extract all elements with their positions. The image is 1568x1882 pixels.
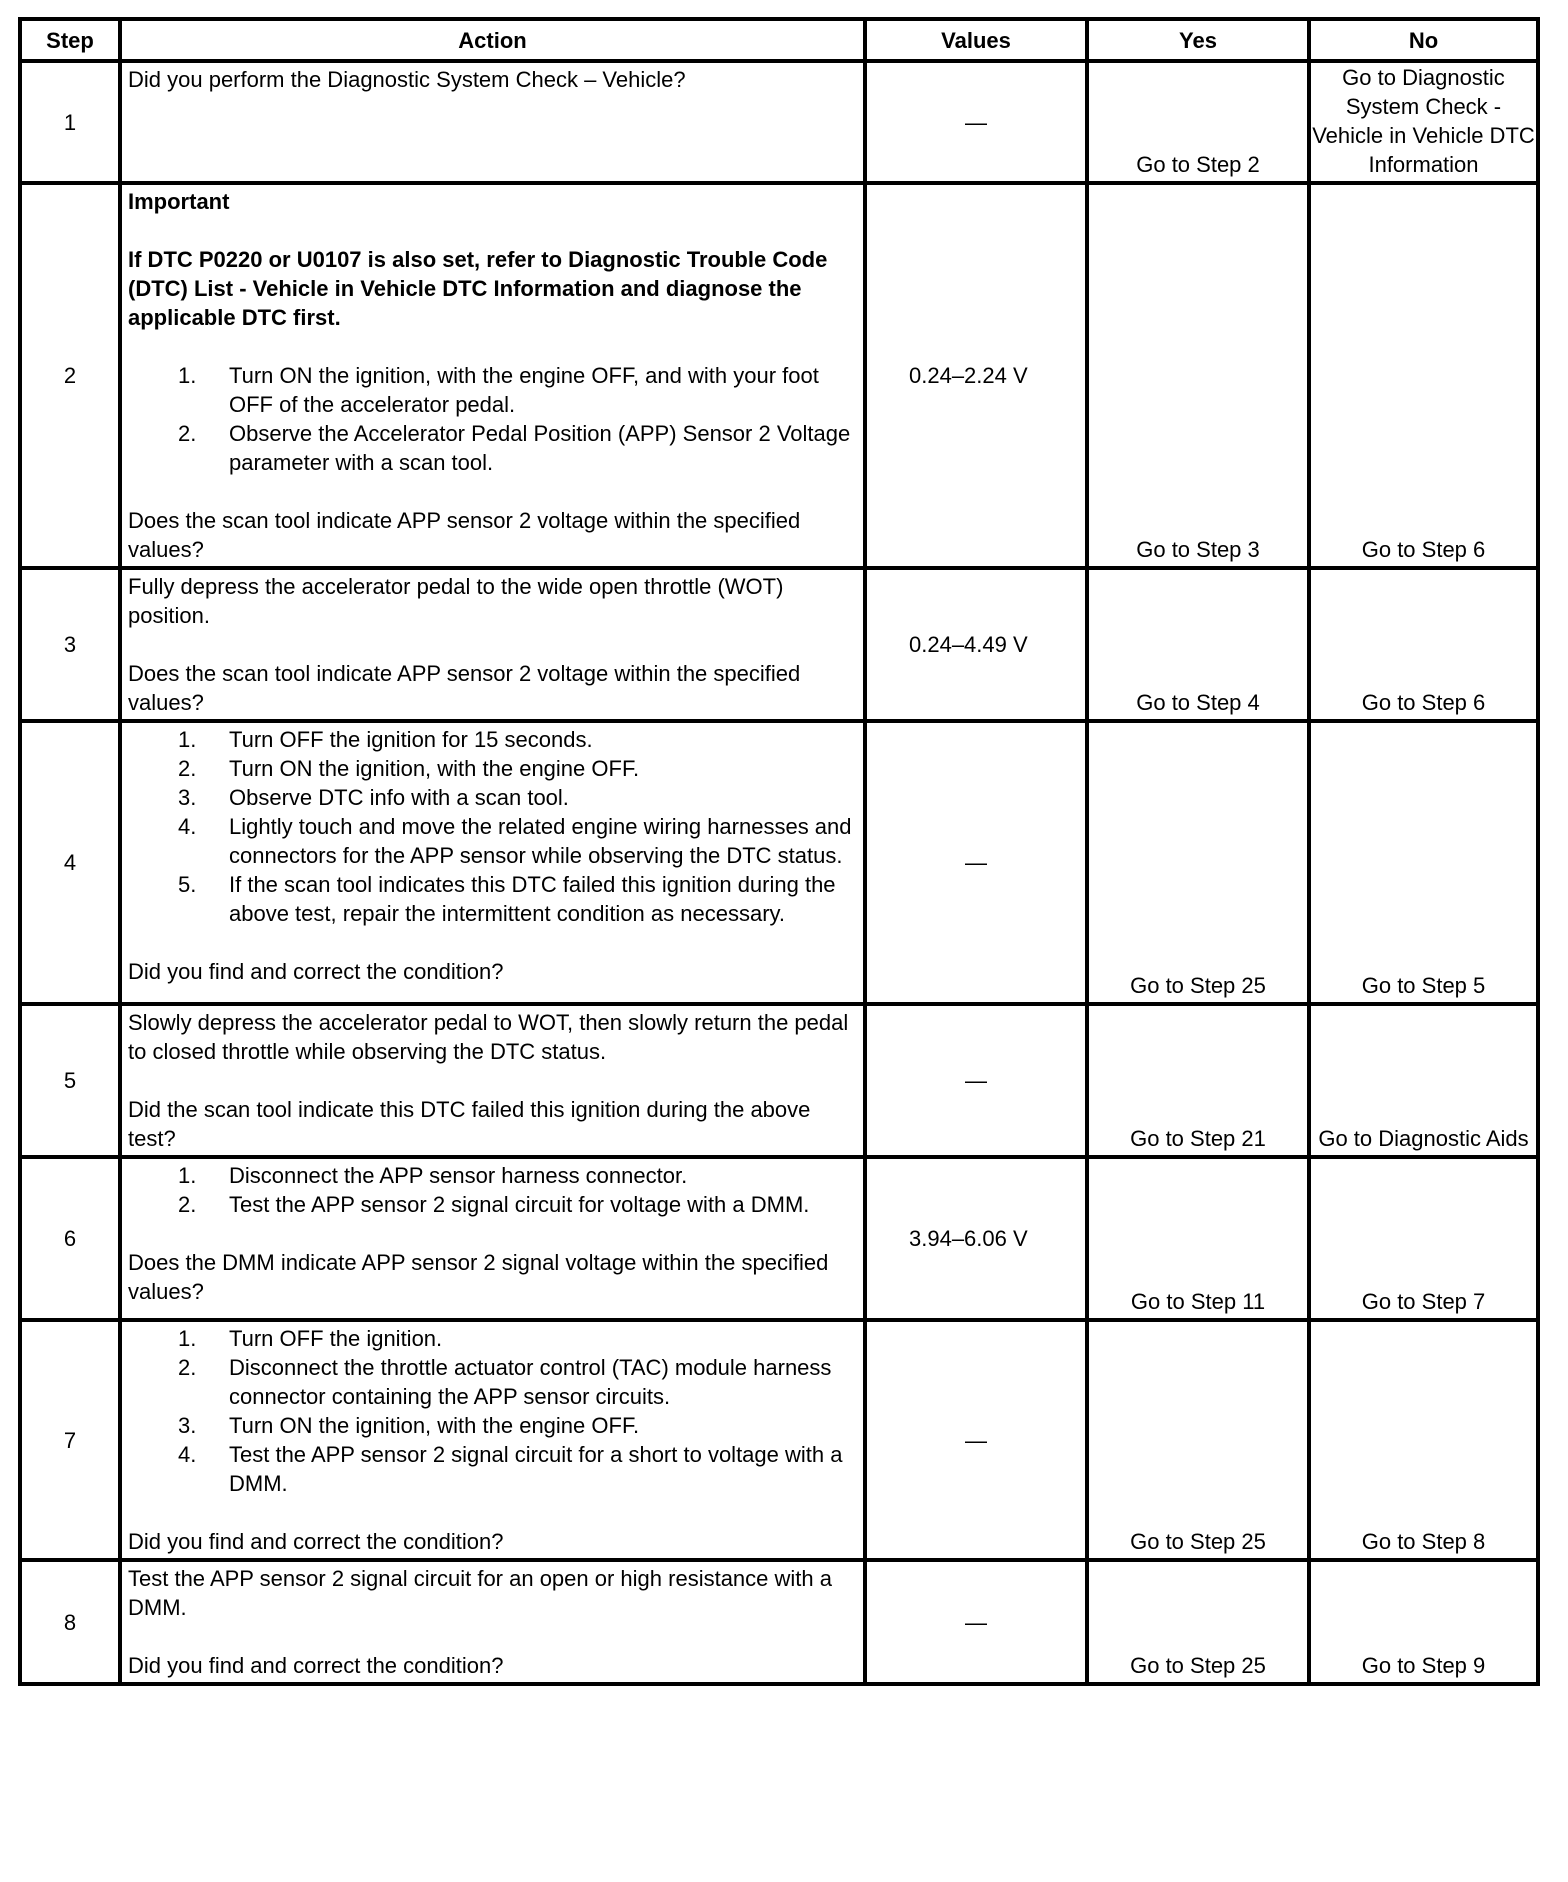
spacer — [128, 1498, 859, 1527]
procedure-item — [128, 870, 859, 928]
step-number: 1 — [20, 61, 120, 183]
no-cell: Go to Step 5 — [1309, 721, 1538, 1004]
spacer — [128, 1622, 859, 1651]
yes-cell: Go to Step 4 — [1087, 568, 1309, 721]
yes-cell: Go to Step 11 — [1087, 1157, 1309, 1320]
action-text: Did you perform the Diagnostic System Check – Vehicle? — [128, 67, 686, 92]
action-text: Fully depress the accelerator pedal to the wide open throttle (WOT) position. — [128, 574, 784, 628]
values-cell: — — [865, 1560, 1087, 1684]
procedure-number: 1. — [178, 1163, 197, 1188]
question-text: Does the scan tool indicate APP sensor 2 voltage within the specified values? — [128, 661, 801, 715]
header-no: No — [1309, 19, 1538, 61]
step-number: 4 — [20, 721, 120, 1004]
table-row — [20, 183, 1538, 568]
table-row — [20, 1157, 1538, 1320]
procedure-item — [128, 812, 859, 870]
yes-cell: Go to Step 25 — [1087, 1560, 1309, 1684]
spacer — [128, 477, 859, 506]
no-cell: Go to Diagnostic Aids — [1309, 1004, 1538, 1157]
diagnostic-table — [18, 17, 1540, 1686]
step-number: 3 — [20, 568, 120, 721]
procedure-item — [128, 1440, 859, 1498]
spacer — [128, 928, 859, 957]
important-note: If DTC P0220 or U0107 is also set, refer to Diagnostic Trouble Code (DTC) List - Vehicle in Vehicle DTC Information and diagnose the applicable DTC first. — [128, 247, 828, 330]
procedure-text: Observe the Accelerator Pedal Position (APP) Sensor 2 Voltage parameter with a scan tool. — [229, 421, 851, 475]
procedure-number: 2. — [178, 1192, 197, 1217]
yes-cell: Go to Step 25 — [1087, 721, 1309, 1004]
procedure-text: Turn OFF the ignition for 15 seconds. — [229, 727, 593, 752]
values-cell: 3.94–6.06 V — [865, 1157, 1087, 1320]
question-text: Does the scan tool indicate APP sensor 2 voltage within the specified values? — [128, 508, 801, 562]
action-cell — [120, 1320, 865, 1560]
header-row — [20, 19, 1538, 61]
spacer — [128, 630, 859, 659]
no-cell: Go to Step 7 — [1309, 1157, 1538, 1320]
step-number: 7 — [20, 1320, 120, 1560]
procedure-item — [128, 1324, 859, 1353]
procedure-item — [128, 419, 859, 477]
procedure-number: 2. — [178, 756, 197, 781]
yes-cell: Go to Step 2 — [1087, 61, 1309, 183]
important-heading: Important — [128, 189, 230, 214]
action-cell — [120, 1157, 865, 1320]
table-row — [20, 721, 1538, 1004]
procedure-number: 1. — [178, 727, 197, 752]
procedure-number: 3. — [178, 785, 197, 810]
question-text: Did you find and correct the condition? — [128, 959, 504, 984]
action-text: Slowly depress the accelerator pedal to WOT, then slowly return the pedal to closed throttle while observing the DTC status. — [128, 1010, 849, 1064]
spacer — [128, 1219, 859, 1248]
table-row — [20, 1004, 1538, 1157]
step-number: 8 — [20, 1560, 120, 1684]
question-text: Does the DMM indicate APP sensor 2 signal voltage within the specified values? — [128, 1250, 829, 1304]
procedure-text: Turn OFF the ignition. — [229, 1326, 443, 1351]
procedure-list — [128, 361, 859, 477]
action-cell — [120, 183, 865, 568]
procedure-text: Turn ON the ignition, with the engine OFF. — [229, 1413, 640, 1438]
yes-cell: Go to Step 21 — [1087, 1004, 1309, 1157]
action-cell — [120, 721, 865, 1004]
spacer — [128, 1066, 859, 1095]
procedure-text: Observe DTC info with a scan tool. — [229, 785, 569, 810]
header-yes: Yes — [1087, 19, 1309, 61]
procedure-item — [128, 783, 859, 812]
procedure-item — [128, 1161, 859, 1190]
procedure-number: 3. — [178, 1413, 197, 1438]
no-cell: Go to Step 8 — [1309, 1320, 1538, 1560]
procedure-number: 2. — [178, 1355, 197, 1380]
values-cell: — — [865, 721, 1087, 1004]
question-text: Did you find and correct the condition? — [128, 1653, 504, 1678]
table-row — [20, 1320, 1538, 1560]
header-values: Values — [865, 19, 1087, 61]
values-cell: — — [865, 1004, 1087, 1157]
spacer — [128, 216, 859, 245]
procedure-text: Test the APP sensor 2 signal circuit for a short to voltage with a DMM. — [229, 1442, 843, 1496]
values-cell: 0.24–2.24 V — [865, 183, 1087, 568]
no-cell: Go to Step 6 — [1309, 568, 1538, 721]
values-cell: 0.24–4.49 V — [865, 568, 1087, 721]
procedure-list — [128, 1324, 859, 1498]
header-action: Action — [120, 19, 865, 61]
step-number: 5 — [20, 1004, 120, 1157]
procedure-text: Disconnect the APP sensor harness connector. — [229, 1163, 688, 1188]
step-number: 6 — [20, 1157, 120, 1320]
procedure-number: 1. — [178, 363, 197, 388]
table-row — [20, 61, 1538, 183]
table-row — [20, 568, 1538, 721]
yes-cell: Go to Step 3 — [1087, 183, 1309, 568]
procedure-item — [128, 725, 859, 754]
question-text: Did you find and correct the condition? — [128, 1529, 504, 1554]
procedure-text: Disconnect the throttle actuator control (TAC) module harness connector containing the APP sensor circuits. — [229, 1355, 832, 1409]
procedure-number: 5. — [178, 872, 197, 897]
procedure-item — [128, 1411, 859, 1440]
no-cell: Go to Step 6 — [1309, 183, 1538, 568]
procedure-text: If the scan tool indicates this DTC failed this ignition during the above test, repair the intermittent condition as necessary. — [229, 872, 836, 926]
action-cell — [120, 568, 865, 721]
procedure-item — [128, 1353, 859, 1411]
table-row — [20, 1560, 1538, 1684]
values-cell: — — [865, 61, 1087, 183]
procedure-item — [128, 754, 859, 783]
procedure-text: Turn ON the ignition, with the engine OFF, and with your foot OFF of the accelerator pedal. — [229, 363, 819, 417]
procedure-list — [128, 1161, 859, 1219]
step-number: 2 — [20, 183, 120, 568]
action-cell — [120, 61, 865, 183]
procedure-text: Turn ON the ignition, with the engine OFF. — [229, 756, 640, 781]
yes-cell: Go to Step 25 — [1087, 1320, 1309, 1560]
procedure-item — [128, 1190, 859, 1219]
procedure-number: 4. — [178, 1442, 197, 1467]
header-step: Step — [20, 19, 120, 61]
action-text: Test the APP sensor 2 signal circuit for an open or high resistance with a DMM. — [128, 1566, 832, 1620]
no-cell: Go to Step 9 — [1309, 1560, 1538, 1684]
action-cell — [120, 1560, 865, 1684]
procedure-text: Test the APP sensor 2 signal circuit for voltage with a DMM. — [229, 1192, 810, 1217]
diagnostic-table-container — [18, 17, 1540, 1686]
procedure-list — [128, 725, 859, 928]
action-cell — [120, 1004, 865, 1157]
procedure-text: Lightly touch and move the related engine wiring harnesses and connectors for the APP sensor while observing the DTC status. — [229, 814, 852, 868]
values-cell: — — [865, 1320, 1087, 1560]
procedure-item — [128, 361, 859, 419]
procedure-number: 1. — [178, 1326, 197, 1351]
procedure-number: 2. — [178, 421, 197, 446]
spacer — [128, 332, 859, 361]
no-cell: Go to Diagnostic System Check - Vehicle in Vehicle DTC Information — [1309, 61, 1538, 183]
procedure-number: 4. — [178, 814, 197, 839]
question-text: Did the scan tool indicate this DTC failed this ignition during the above test? — [128, 1097, 811, 1151]
